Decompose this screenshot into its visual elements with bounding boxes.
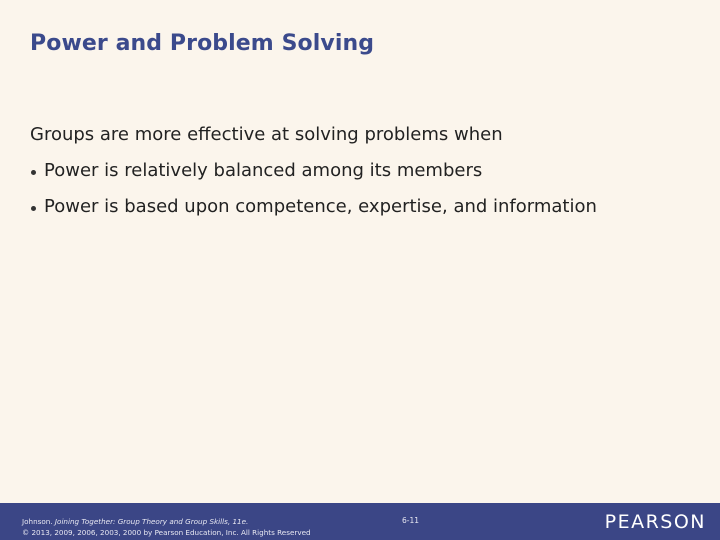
citation-author: Johnson. — [22, 517, 53, 526]
bullet-dot-icon — [31, 206, 36, 211]
bullet-text: Power is relatively balanced among its members — [44, 160, 483, 181]
footer-citation — [22, 516, 311, 538]
bullet-text: Power is based upon competence, expertise, and information — [44, 196, 597, 217]
citation-line — [22, 516, 311, 527]
page-number: 6-11 — [402, 516, 420, 525]
slide-title: Power and Problem Solving — [30, 31, 375, 56]
bullet-dot-icon — [31, 170, 36, 175]
citation-title: Joining Together: Group Theory and Group Skills, 11e. — [54, 517, 249, 526]
pearson-logo: PEARSON — [604, 511, 706, 533]
footer-band — [0, 503, 720, 540]
copyright-line: © 2013, 2009, 2006, 2003, 2000 by Pearson Education, Inc. All Rights Reserved — [22, 528, 311, 537]
lead-text: Groups are more effective at solving problems when — [30, 124, 503, 145]
